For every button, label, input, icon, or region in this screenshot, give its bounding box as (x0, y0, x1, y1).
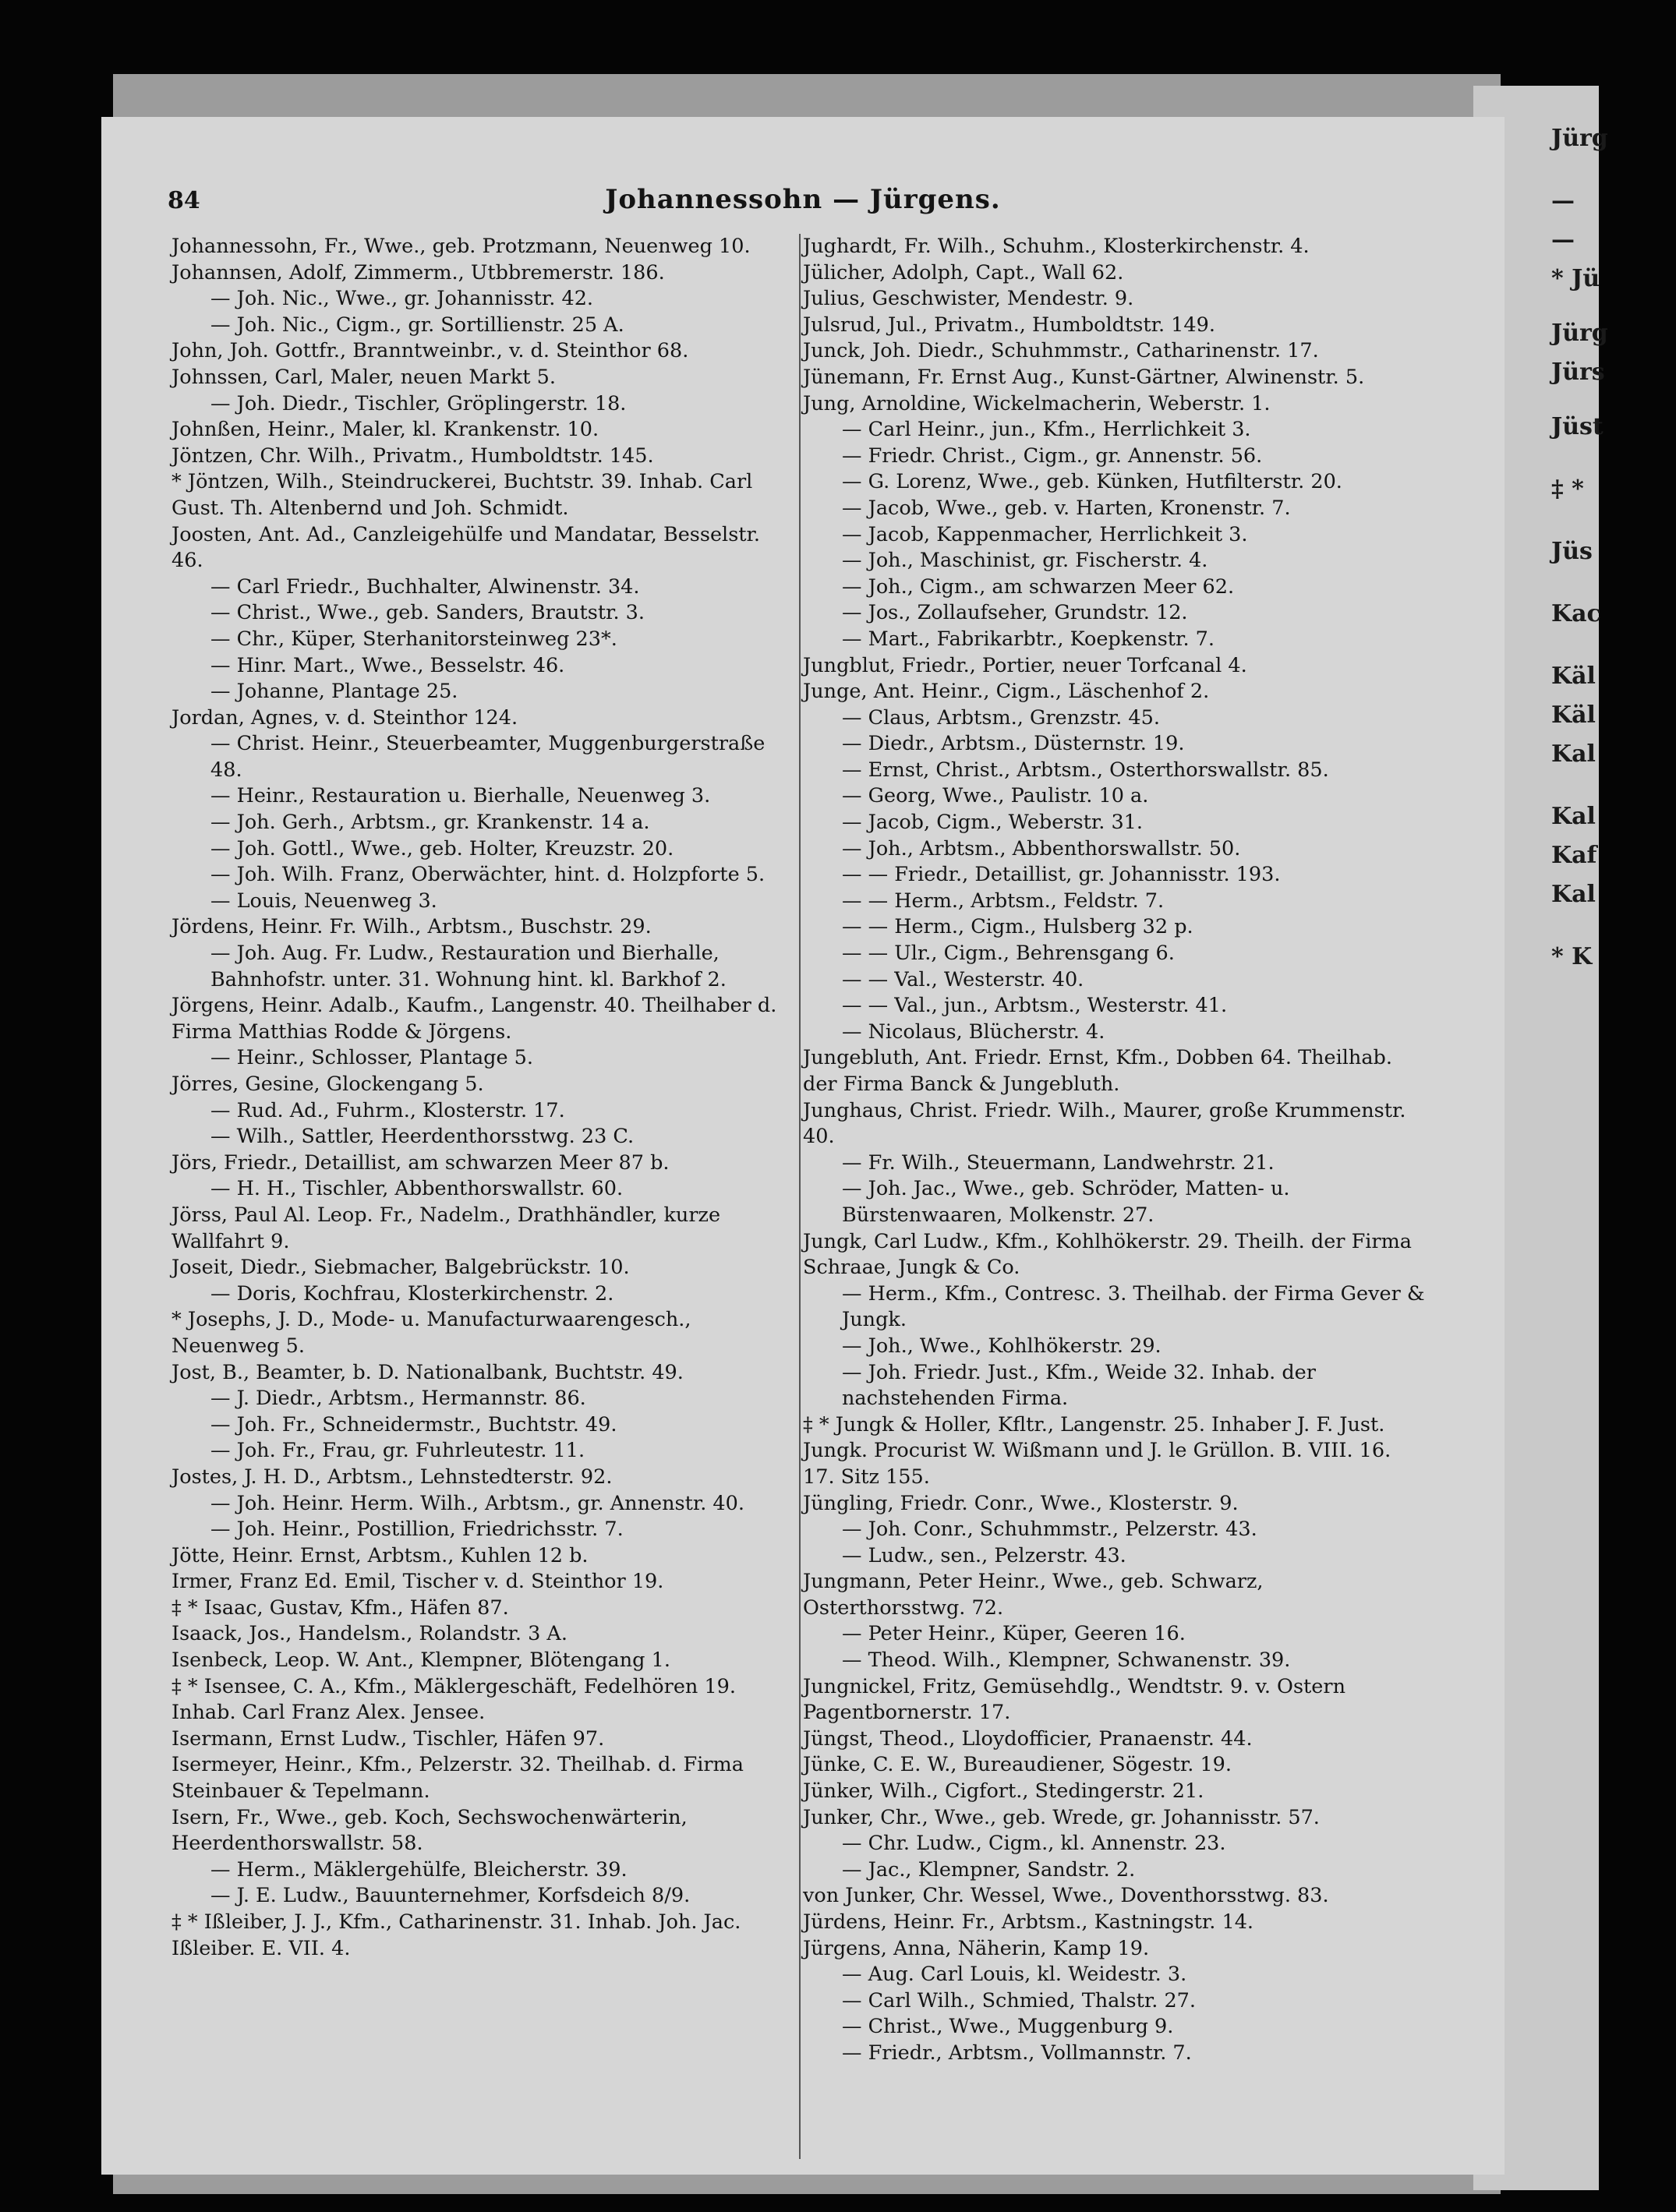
directory-entry: — Chr. Ludw., Cigm., kl. Annenstr. 23. (842, 1832, 1226, 1856)
directory-entry: — Joh. Conr., Schuhmmstr., Pelzerstr. 43. (842, 1518, 1257, 1542)
directory-entry: Jostes, J. H. D., Arbtsm., Lehnstedterstr. 92. (171, 1465, 613, 1489)
directory-entry: — Joh. Nic., Wwe., gr. Johannisstr. 42. (210, 287, 594, 311)
directory-entry: — Christ., Wwe., geb. Sanders, Brautstr. 3. (210, 601, 645, 625)
directory-page (101, 117, 1505, 2175)
directory-entry: — Joh. Aug. Fr. Ludw., Restauration und Bierhalle, Bahnhofstr. unter. 31. Wohnung hint. kl. Barkhof 2. (210, 942, 727, 991)
directory-entry: — — Herm., Arbtsm., Feldstr. 7. (842, 889, 1165, 913)
directory-entry: Jörs, Friedr., Detaillist, am schwarzen Meer 87 b. (171, 1150, 670, 1175)
directory-entry: — G. Lorenz, Wwe., geb. Künken, Hutfilterstr. 20. (842, 470, 1342, 494)
directory-entry: — Joh. Fr., Schneidermstr., Buchtstr. 49. (210, 1412, 617, 1436)
directory-entry: — Jacob, Wwe., geb. v. Harten, Kronenstr. 7. (842, 496, 1291, 520)
page-header: Johannessohn — Jürgens. (605, 184, 1001, 215)
next-page-fragment: Kal (1551, 881, 1596, 908)
directory-entry: Joosten, Ant. Ad., Canzleigehülfe und Mandatar, Besselstr. 46. (171, 522, 761, 573)
next-page-fragment: Käl (1551, 663, 1596, 690)
directory-entry: ‡ * Isensee, C. A., Kfm., Mäklergeschäft, Fedelhören 19. Inhab. Carl Franz Alex. Jensee. (171, 1674, 736, 1725)
directory-entry: — Herm., Mäklergehülfe, Bleicherstr. 39. (210, 1857, 628, 1882)
directory-entry: — Joh., Maschinist, gr. Fischerstr. 4. (842, 549, 1208, 573)
next-page-fragment: Kal (1551, 803, 1596, 830)
directory-entry: ‡ * Isaac, Gustav, Kfm., Häfen 87. (171, 1595, 509, 1620)
directory-entry: Isermann, Ernst Ludw., Tischler, Häfen 97. (171, 1726, 605, 1751)
directory-entry: Jung, Arnoldine, Wickelmacherin, Weberstr. 1. (803, 391, 1271, 415)
directory-entry: — Joh. Gerh., Arbtsm., gr. Krankenstr. 14 a. (210, 811, 650, 835)
directory-entry: Jörgens, Heinr. Adalb., Kaufm., Langenstr. 40. Theilhaber d. Firma Matthias Rodde & Jörgens. (171, 994, 777, 1044)
directory-entry: — Joh. Gottl., Wwe., geb. Holter, Kreuzstr. 20. (210, 836, 674, 860)
directory-entry: Jülicher, Adolph, Capt., Wall 62. (803, 260, 1124, 284)
directory-entry: — Joh. Heinr. Herm. Wilh., Arbtsm., gr. Annenstr. 40. (210, 1491, 744, 1515)
directory-entry: — Christ. Heinr., Steuerbeamter, Muggenburgerstraße 48. (210, 732, 766, 782)
directory-entry: Jörres, Gesine, Glockengang 5. (171, 1072, 484, 1096)
directory-entry: Isaack, Jos., Handelsm., Rolandstr. 3 A. (171, 1622, 568, 1646)
directory-entry: — Carl Wilh., Schmied, Thalstr. 27. (842, 1988, 1196, 2012)
right-column (803, 234, 1427, 2067)
directory-entry: — Fr. Wilh., Steuermann, Landwehrstr. 21. (842, 1150, 1275, 1175)
next-page-fragment: Jürs (1551, 359, 1605, 386)
directory-entry: Johannessohn, Fr., Wwe., geb. Protzmann, Neuenweg 10. (171, 235, 751, 258)
left-column (171, 234, 795, 1962)
directory-entry: — Joh., Arbtsm., Abbenthorswallstr. 50. (842, 836, 1241, 860)
directory-entry: — Joh., Cigm., am schwarzen Meer 62. (842, 574, 1235, 599)
directory-entry: Junge, Ant. Heinr., Cigm., Läschenhof 2. (803, 680, 1210, 704)
directory-entry: Jughardt, Fr. Wilh., Schuhm., Klosterkirchenstr. 4. (803, 235, 1310, 258)
directory-entry: — Rud. Ad., Fuhrm., Klosterstr. 17. (210, 1098, 565, 1122)
directory-entry: — — Herm., Cigm., Hulsberg 32 p. (842, 915, 1193, 939)
directory-entry: Jüngling, Friedr. Conr., Wwe., Klosterstr. 9. (803, 1491, 1239, 1515)
directory-entry: — — Val., Westerstr. 40. (842, 967, 1084, 991)
directory-entry: Jungk, Carl Ludw., Kfm., Kohlhökerstr. 29. Theilh. der Firma Schraae, Jungk & Co. (803, 1229, 1412, 1280)
directory-entry: von Junker, Chr. Wessel, Wwe., Doventhorsstwg. 83. (803, 1884, 1329, 1908)
directory-entry: Irmer, Franz Ed. Emil, Tischer v. d. Steinthor 19. (171, 1570, 664, 1594)
directory-entry: Julsrud, Jul., Privatm., Humboldtstr. 149. (803, 313, 1215, 337)
directory-entry: Jürdens, Heinr. Fr., Arbtsm., Kastningstr. 14. (803, 1910, 1254, 1934)
directory-entry: — Heinr., Restauration u. Bierhalle, Neuenweg 3. (210, 784, 711, 808)
directory-entry: — Doris, Kochfrau, Klosterkirchenstr. 2. (210, 1281, 614, 1306)
directory-entry: — Heinr., Schlosser, Plantage 5. (210, 1046, 534, 1070)
directory-entry: — Joh., Wwe., Kohlhökerstr. 29. (842, 1334, 1162, 1358)
directory-entry: Julius, Geschwister, Mendestr. 9. (803, 287, 1134, 311)
directory-entry: — Christ., Wwe., Muggenburg 9. (842, 2015, 1174, 2039)
directory-entry: — J. E. Ludw., Bauunternehmer, Korfsdeich 8/9. (210, 1884, 691, 1908)
directory-entry: — — Friedr., Detaillist, gr. Johannisstr. 193. (842, 863, 1281, 887)
directory-entry: — Claus, Arbtsm., Grenzstr. 45. (842, 705, 1160, 730)
directory-entry: Jungblut, Friedr., Portier, neuer Torfcanal 4. (803, 653, 1247, 677)
directory-entry: Jungebluth, Ant. Friedr. Ernst, Kfm., Dobben 64. Theilhab. der Firma Banck & Jungebluth. (803, 1046, 1392, 1096)
next-page-fragment: Kac (1551, 600, 1601, 627)
directory-entry: — Diedr., Arbtsm., Düsternstr. 19. (842, 732, 1185, 756)
directory-entry: Jöntzen, Chr. Wilh., Privatm., Humboldtstr. 145. (171, 443, 654, 468)
directory-entry: Isern, Fr., Wwe., geb. Koch, Sechswochenwärterin, Heerdenthorswallstr. 58. (171, 1805, 688, 1856)
next-page-fragment: Jürg (1551, 320, 1608, 347)
page-number: 84 (168, 187, 200, 214)
directory-entry: Jörss, Paul Al. Leop. Fr., Nadelm., Drathhändler, kurze Wallfahrt 9. (171, 1203, 721, 1253)
directory-entry: — Joh. Heinr., Postillion, Friedrichsstr. 7. (210, 1518, 624, 1542)
directory-entry: — Theod. Wilh., Klempner, Schwanenstr. 39. (842, 1648, 1291, 1673)
directory-entry: — Jos., Zollaufseher, Grundstr. 12. (842, 601, 1188, 625)
directory-entry: — Jacob, Kappenmacher, Herrlichkeit 3. (842, 522, 1248, 546)
directory-entry: Jüngst, Theod., Lloydofficier, Pranaenstr. 44. (803, 1726, 1253, 1751)
directory-entry: Joseit, Diedr., Siebmacher, Balgebrückstr. 10. (171, 1256, 630, 1280)
next-page-fragment: * K (1551, 943, 1593, 970)
directory-entry: * Jöntzen, Wilh., Steindruckerei, Buchtstr. 39. Inhab. Carl Gust. Th. Altenbernd und Joh. Schmidt. (171, 470, 753, 520)
directory-entry: Junck, Joh. Diedr., Schuhmmstr., Catharinenstr. 17. (803, 339, 1319, 363)
next-page-fragment: — (1551, 226, 1575, 253)
directory-entry: Jünemann, Fr. Ernst Aug., Kunst-Gärtner, Alwinenstr. 5. (803, 365, 1365, 389)
directory-entry: Isenbeck, Leop. W. Ant., Klempner, Blötengang 1. (171, 1648, 670, 1673)
directory-entry: — Aug. Carl Louis, kl. Weidestr. 3. (842, 1963, 1187, 1987)
directory-entry: Johnßen, Heinr., Maler, kl. Krankenstr. 10. (171, 418, 599, 442)
directory-entry: Jünke, C. E. W., Bureaudiener, Sögestr. 19. (803, 1753, 1232, 1777)
directory-entry: Johannsen, Adolf, Zimmerm., Utbbremerstr. 186. (171, 260, 665, 284)
directory-entry: — Joh. Wilh. Franz, Oberwächter, hint. d. Holzpforte 5. (210, 863, 766, 887)
directory-entry: — Herm., Kfm., Contresc. 3. Theilhab. der Firma Gever & Jungk. (842, 1281, 1425, 1332)
directory-entry: — H. H., Tischler, Abbenthorswallstr. 60. (210, 1177, 624, 1201)
directory-entry: — Peter Heinr., Küper, Geeren 16. (842, 1622, 1186, 1646)
directory-entry: ‡ * Jungk & Holler, Kfltr., Langenstr. 25. Inhaber J. F. Just. Jungk. Procurist W. Wißmann und J. le Grüllon. B. VIII. 16. 17. Sitz 155. (803, 1412, 1391, 1489)
directory-entry: — — Ulr., Cigm., Behrensgang 6. (842, 942, 1175, 966)
directory-entry: — Ludw., sen., Pelzerstr. 43. (842, 1543, 1126, 1567)
directory-entry: Jordan, Agnes, v. d. Steinthor 124. (171, 705, 518, 730)
directory-entry: — — Val., jun., Arbtsm., Westerstr. 41. (842, 994, 1228, 1018)
next-page-fragment: Käl (1551, 701, 1596, 729)
directory-entry: — Mart., Fabrikarbtr., Koepkenstr. 7. (842, 627, 1215, 651)
column-divider (799, 234, 801, 2159)
directory-entry: — Friedr., Arbtsm., Vollmannstr. 7. (842, 2041, 1192, 2065)
next-page-fragment: Jüst (1551, 413, 1604, 440)
directory-entry: — Joh. Diedr., Tischler, Gröplingerstr. 18. (210, 391, 627, 415)
directory-entry: — Joh. Nic., Cigm., gr. Sortillienstr. 25 A. (210, 313, 624, 337)
directory-entry: — Chr., Küper, Sterhanitorsteinweg 23*. (210, 627, 617, 651)
directory-entry: — Louis, Neuenweg 3. (210, 889, 437, 913)
directory-entry: — Joh. Fr., Frau, gr. Fuhrleutestr. 11. (210, 1439, 585, 1463)
directory-entry: — Carl Friedr., Buchhalter, Alwinenstr. 34. (210, 574, 640, 599)
next-page-fragment: Kaf (1551, 842, 1597, 869)
directory-entry: Johnssen, Carl, Maler, neuen Markt 5. (171, 365, 556, 389)
next-page-fragment: Jürg (1551, 125, 1608, 152)
directory-entry: — J. Diedr., Arbtsm., Hermannstr. 86. (210, 1387, 586, 1411)
directory-entry: Jünker, Wilh., Cigfort., Stedingerstr. 21. (803, 1779, 1204, 1804)
next-page-fragment: — (1551, 187, 1575, 214)
directory-entry: — Jacob, Cigm., Weberstr. 31. (842, 811, 1143, 835)
directory-entry: — Joh. Friedr. Just., Kfm., Weide 32. Inhab. der nachstehenden Firma. (842, 1360, 1316, 1411)
directory-entry: Jost, B., Beamter, b. D. Nationalbank, Buchtstr. 49. (171, 1360, 684, 1384)
next-page-fragment: Jüs (1551, 538, 1593, 565)
directory-entry: Jungnickel, Fritz, Gemüsehdlg., Wendtstr. 9. v. Ostern Pagentbornerstr. 17. (803, 1674, 1345, 1725)
directory-entry: — Jac., Klempner, Sandstr. 2. (842, 1857, 1136, 1882)
next-page-fragment: ‡ * (1551, 475, 1584, 503)
directory-entry: Junker, Chr., Wwe., geb. Wrede, gr. Johannisstr. 57. (803, 1805, 1320, 1829)
directory-entry: — Wilh., Sattler, Heerdenthorsstwg. 23 C. (210, 1125, 635, 1149)
directory-entry: ‡ * Ißleiber, J. J., Kfm., Catharinenstr. 31. Inhab. Joh. Jac. Ißleiber. E. VII. 4. (171, 1910, 741, 1960)
directory-entry: Jungmann, Peter Heinr., Wwe., geb. Schwarz, Osterthorsstwg. 72. (803, 1570, 1264, 1620)
directory-entry: * Josephs, J. D., Mode- u. Manufacturwaarengesch., Neuenweg 5. (171, 1308, 691, 1358)
directory-entry: — Georg, Wwe., Paulistr. 10 a. (842, 784, 1149, 808)
directory-entry: John, Joh. Gottfr., Branntweinbr., v. d. Steinthor 68. (171, 339, 689, 363)
next-page-fragment: * Jü (1551, 265, 1600, 292)
directory-entry: — Hinr. Mart., Wwe., Besselstr. 46. (210, 653, 565, 677)
directory-entry: — Carl Heinr., jun., Kfm., Herrlichkeit 3. (842, 418, 1251, 442)
directory-entry: — Johanne, Plantage 25. (210, 680, 458, 704)
directory-entry: — Friedr. Christ., Cigm., gr. Annenstr. 56. (842, 443, 1263, 468)
directory-entry: Jördens, Heinr. Fr. Wilh., Arbtsm., Buschstr. 29. (171, 915, 652, 939)
directory-entry: Junghaus, Christ. Friedr. Wilh., Maurer, große Krummenstr. 40. (803, 1098, 1406, 1149)
directory-entry: Isermeyer, Heinr., Kfm., Pelzerstr. 32. Theilhab. d. Firma Steinbauer & Tepelmann. (171, 1753, 744, 1804)
directory-entry: Jürgens, Anna, Näherin, Kamp 19. (803, 1936, 1150, 1960)
directory-entry: — Joh. Jac., Wwe., geb. Schröder, Matten- u. Bürstenwaaren, Molkenstr. 27. (842, 1177, 1290, 1227)
directory-entry: — Nicolaus, Blücherstr. 4. (842, 1019, 1105, 1044)
next-page-fragment: Kal (1551, 740, 1596, 768)
directory-entry: — Ernst, Christ., Arbtsm., Osterthorswallstr. 85. (842, 758, 1329, 782)
directory-entry: Jötte, Heinr. Ernst, Arbtsm., Kuhlen 12 b. (171, 1543, 589, 1567)
